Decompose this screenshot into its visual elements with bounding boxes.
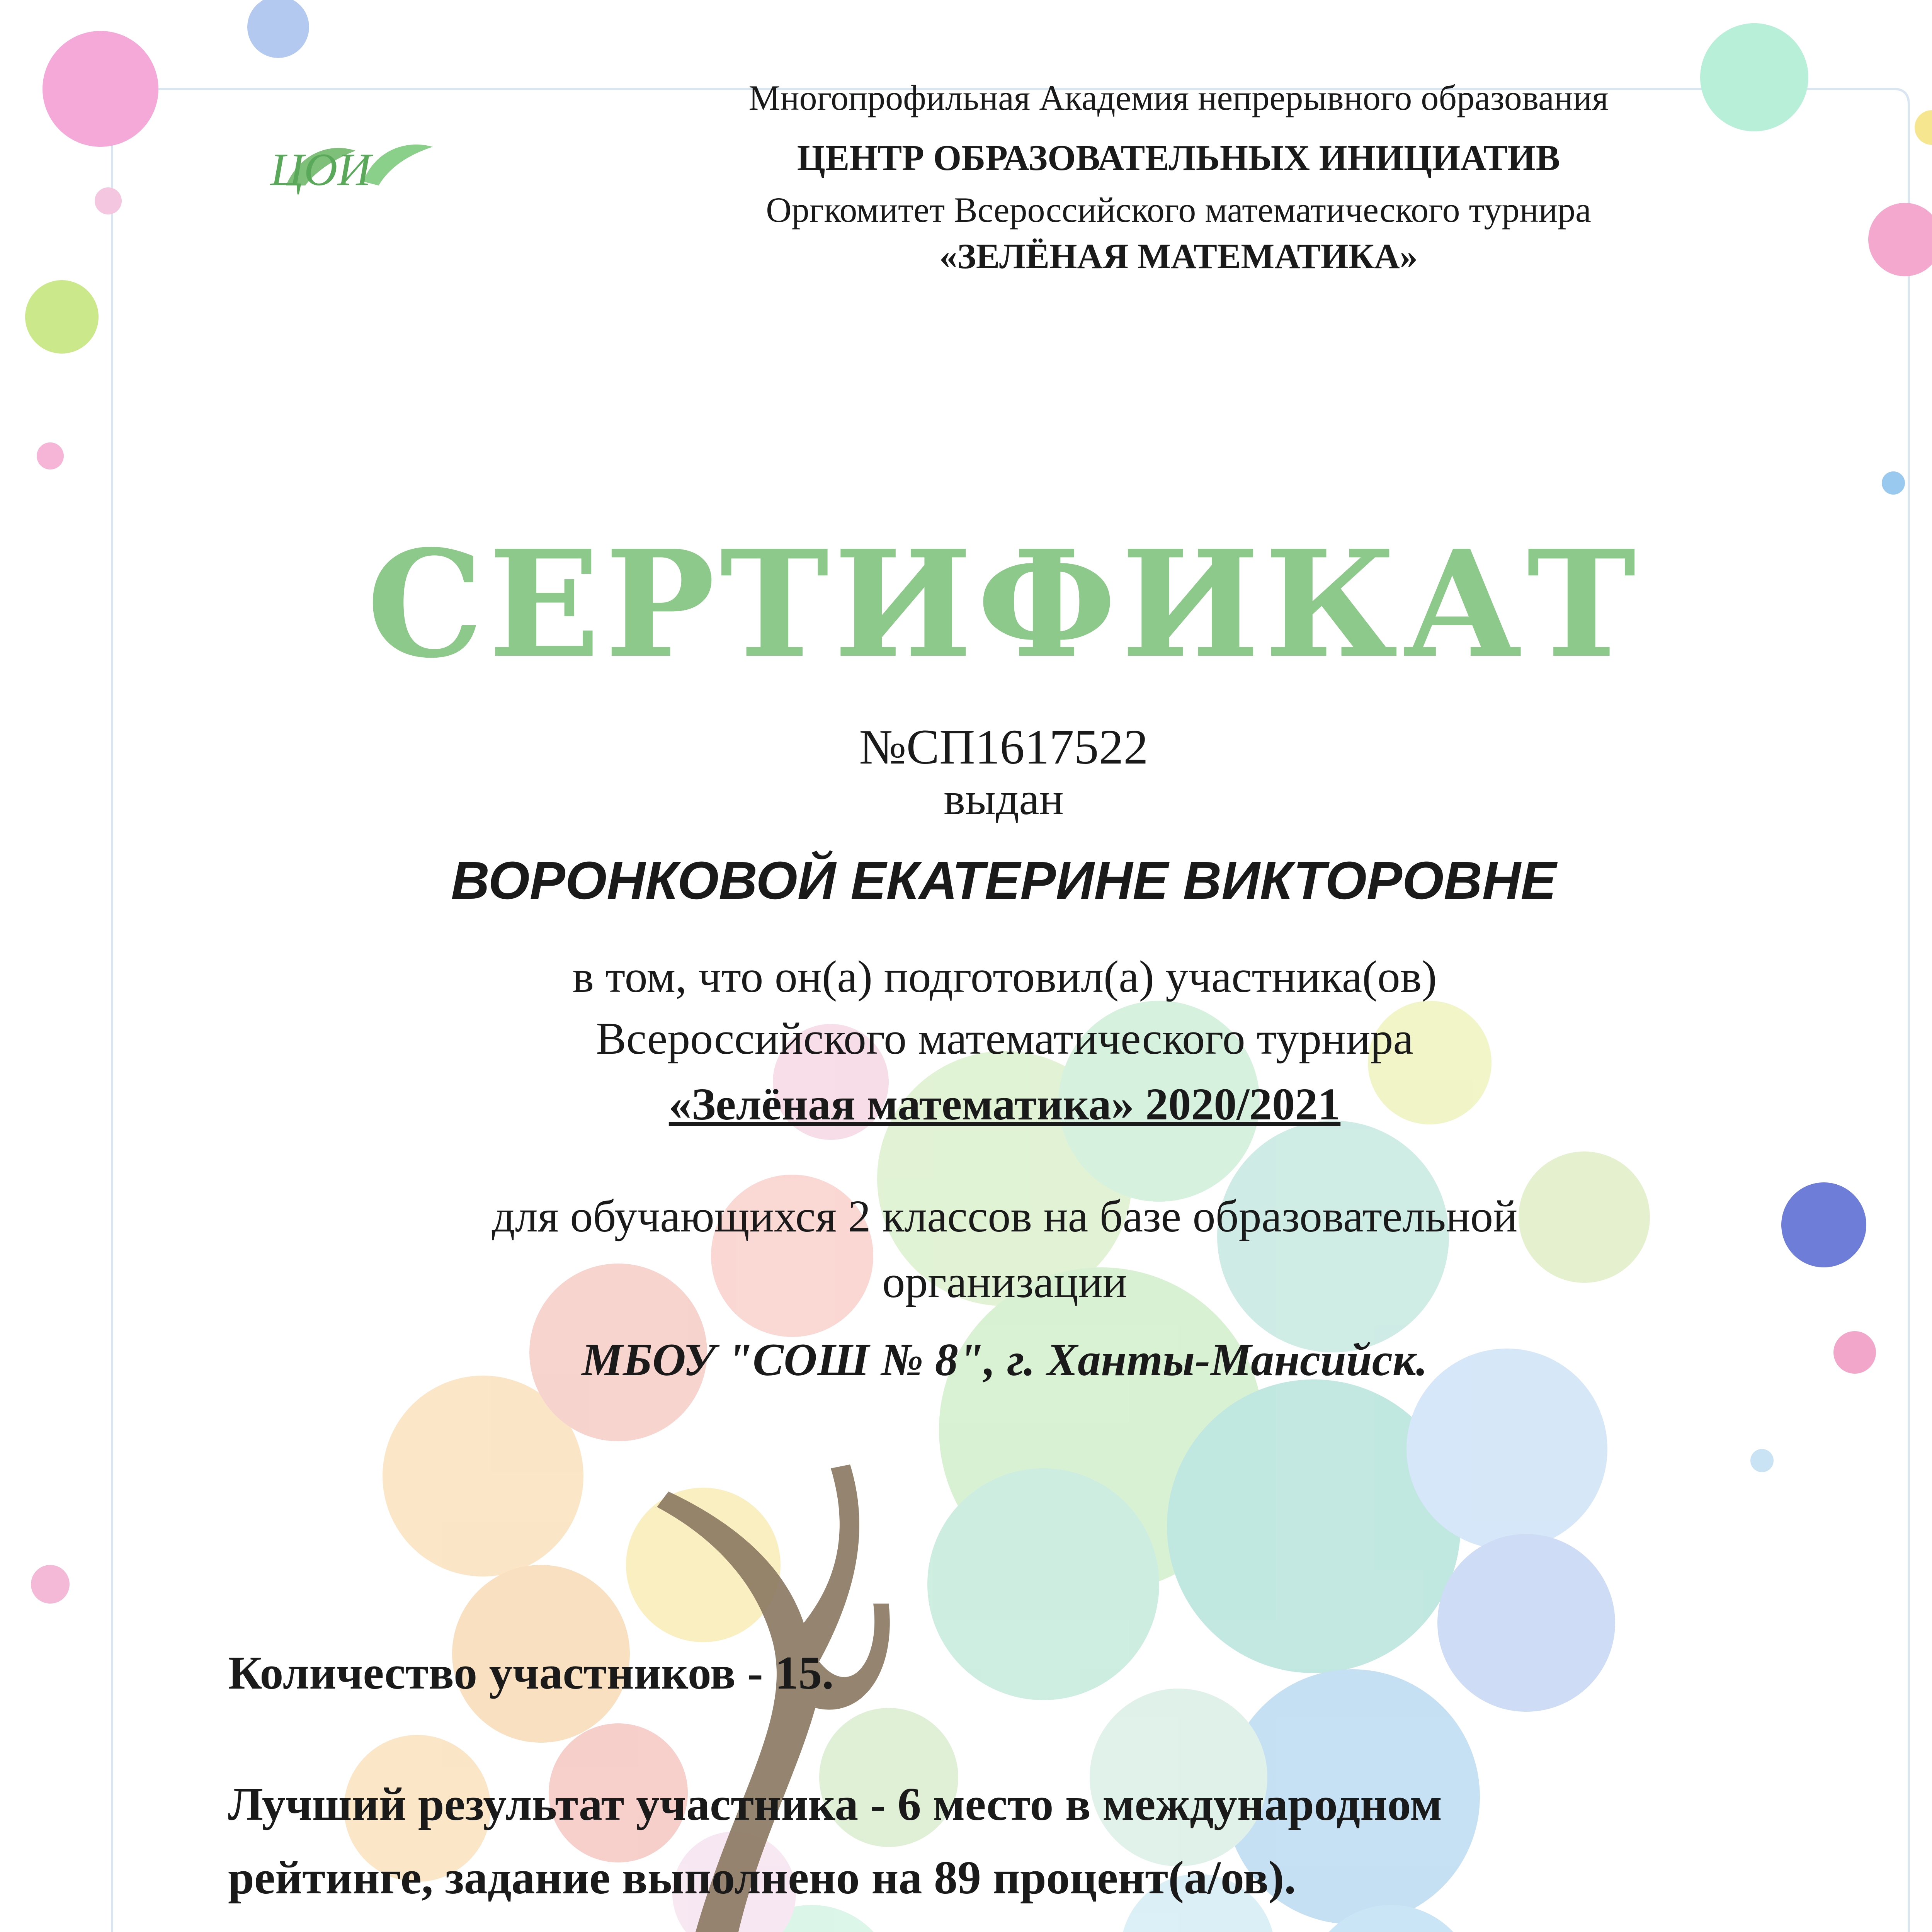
participants-count: Количество участников - 15. (228, 1647, 834, 1699)
header-tournament: «ЗЕЛЁНАЯ МАТЕМАТИКА» (939, 236, 1418, 276)
issued-label: выдан (944, 774, 1064, 824)
prepared-line: в том, что он(а) подготовил(а) участника(ов) (572, 951, 1437, 1002)
school-name: МБОУ "СОШ № 8", г. Ханты-Мансийск. (582, 1334, 1428, 1385)
certificate-number: №СП1617522 (859, 719, 1148, 774)
tournament-line: Всероссийского математического турнира (596, 1013, 1413, 1064)
certificate-title: СЕРТИФИКАТ (366, 518, 1641, 690)
header-center: ЦЕНТР ОБРАЗОВАТЕЛЬНЫХ ИНИЦИАТИВ (797, 138, 1560, 178)
students-line: для обучающихся 2 классов на базе образовательной (492, 1191, 1518, 1242)
tournament-name: «Зелёная математика» 2020/2021 (668, 1079, 1341, 1129)
best-result-line2: рейтинге, задание выполнено на 89 процент(а/ов). (228, 1852, 1296, 1904)
organization-line: организации (882, 1257, 1127, 1307)
tournament-name-wrap (232, 1078, 1777, 1131)
header-academy: Многопрофильная Академия непрерывного образования (748, 78, 1609, 117)
logo-text: ЦОИ (270, 144, 371, 195)
header-committee: Оргкомитет Всероссийского математического турнира (766, 190, 1591, 230)
recipient-name: ВОРОНКОВОЙ ЕКАТЕРИНЕ ВИКТОРОВНЕ (451, 851, 1556, 910)
best-result-line1: Лучший результат участника - 6 место в международном (228, 1778, 1442, 1830)
